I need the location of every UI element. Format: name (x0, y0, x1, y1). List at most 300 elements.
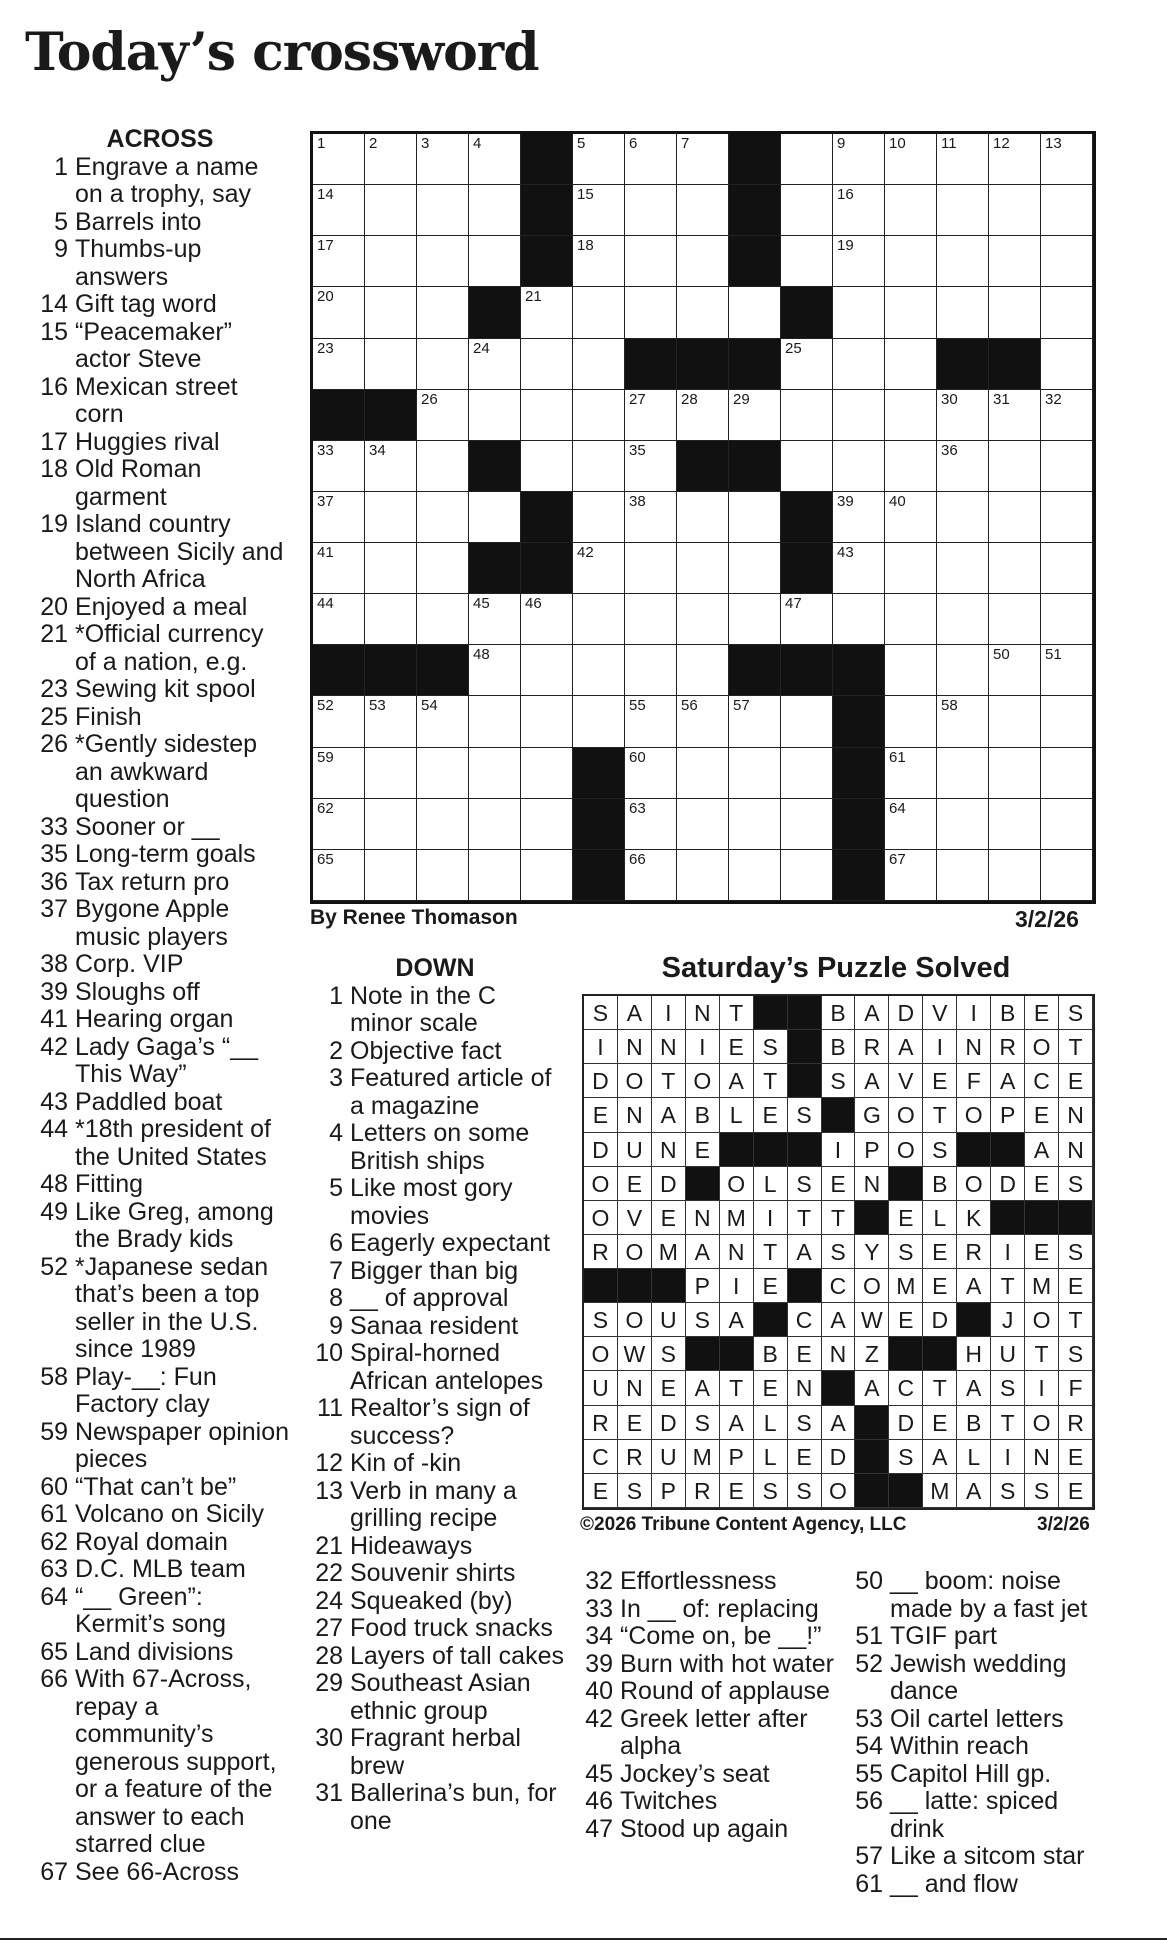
grid-cell[interactable] (573, 339, 625, 390)
clue-number: 66 (40, 1665, 68, 1693)
grid-cell[interactable] (989, 441, 1041, 492)
black-square (521, 492, 573, 543)
grid-cell[interactable] (365, 185, 417, 236)
grid-cell[interactable] (365, 134, 417, 185)
cell-number: 43 (837, 544, 854, 562)
grid-cell[interactable] (677, 492, 729, 543)
grid-cell[interactable] (833, 134, 885, 185)
solution-letter: N (652, 1133, 686, 1167)
clue-item (30, 896, 290, 951)
grid-cell[interactable] (573, 287, 625, 338)
grid-cell[interactable] (313, 185, 365, 236)
clue-number: 36 (40, 867, 68, 896)
grid-cell[interactable] (989, 185, 1041, 236)
grid-cell[interactable] (625, 441, 677, 492)
grid-cell[interactable] (417, 134, 469, 185)
grid-cell[interactable] (521, 696, 573, 747)
grid-cell[interactable] (417, 236, 469, 287)
grid-cell[interactable] (521, 748, 573, 799)
solution-letter: R (618, 1440, 652, 1474)
grid-cell[interactable] (573, 441, 625, 492)
clue-number: 64 (40, 1582, 68, 1611)
grid-cell[interactable] (885, 390, 937, 441)
solution-letter: M (652, 1235, 686, 1269)
grid-cell[interactable] (989, 696, 1041, 747)
solution-black-square (788, 1064, 822, 1098)
grid-cell[interactable] (469, 339, 521, 390)
grid-cell[interactable] (1041, 696, 1093, 747)
clue-text: Squeaked (by) (350, 1586, 513, 1615)
grid-cell[interactable] (625, 185, 677, 236)
grid-cell[interactable] (313, 799, 365, 850)
solution-letter: R (584, 1406, 618, 1440)
clue-number: 21 (40, 620, 68, 648)
grid-cell[interactable] (469, 696, 521, 747)
clue-item (30, 704, 290, 732)
grid-cell[interactable] (989, 390, 1041, 441)
grid-cell[interactable] (573, 185, 625, 236)
solution-letter: E (1025, 996, 1059, 1030)
grid-cell[interactable] (885, 287, 937, 338)
grid-cell[interactable] (885, 339, 937, 390)
solution-letter: N (618, 1030, 652, 1064)
grid-cell[interactable] (313, 543, 365, 594)
grid-cell[interactable] (625, 287, 677, 338)
grid-cell[interactable] (989, 543, 1041, 594)
grid-cell[interactable] (625, 236, 677, 287)
grid-cell[interactable] (729, 492, 781, 543)
grid-cell[interactable] (833, 543, 885, 594)
grid-cell[interactable] (521, 645, 573, 696)
grid-cell[interactable] (885, 594, 937, 645)
grid-cell[interactable] (365, 696, 417, 747)
grid-cell[interactable] (937, 390, 989, 441)
solution-letter: E (1059, 1440, 1093, 1474)
grid-cell[interactable] (781, 748, 833, 799)
clue-item (305, 1588, 565, 1616)
grid-cell[interactable] (1041, 185, 1093, 236)
grid-cell[interactable] (313, 850, 365, 901)
grid-cell[interactable] (1041, 645, 1093, 696)
grid-cell[interactable] (729, 748, 781, 799)
grid-cell[interactable] (729, 799, 781, 850)
grid-cell[interactable] (1041, 543, 1093, 594)
grid-cell[interactable] (469, 645, 521, 696)
solution-letter: B (923, 1167, 957, 1201)
grid-cell[interactable] (937, 287, 989, 338)
clue-number: 38 (40, 950, 68, 978)
grid-cell[interactable] (833, 236, 885, 287)
grid-cell[interactable] (573, 594, 625, 645)
grid-cell[interactable] (365, 236, 417, 287)
grid-cell[interactable] (313, 748, 365, 799)
grid-cell[interactable] (885, 236, 937, 287)
solution-letter: A (686, 1235, 720, 1269)
solution-black-square (686, 1337, 720, 1371)
solution-letter: C (822, 1269, 856, 1303)
grid-cell[interactable] (781, 441, 833, 492)
grid-cell[interactable] (885, 645, 937, 696)
grid-cell[interactable] (625, 543, 677, 594)
grid-cell[interactable] (1041, 850, 1093, 901)
cell-number: 27 (629, 390, 646, 408)
grid-cell[interactable] (937, 748, 989, 799)
solution-black-square (822, 1371, 856, 1405)
clue-item (30, 621, 290, 676)
solution-letter: O (957, 1098, 991, 1132)
grid-cell[interactable] (729, 287, 781, 338)
clue-text: Jewish wedding dance (890, 1649, 1067, 1705)
clue-item (305, 1120, 565, 1175)
grid-cell[interactable] (469, 594, 521, 645)
solution-letter: M (1025, 1269, 1059, 1303)
grid-cell[interactable] (365, 543, 417, 594)
grid-cell[interactable] (469, 185, 521, 236)
grid-cell[interactable] (313, 134, 365, 185)
grid-cell[interactable] (365, 492, 417, 543)
grid-cell[interactable] (625, 134, 677, 185)
clue-item (575, 1761, 840, 1789)
grid-cell[interactable] (989, 492, 1041, 543)
solution-letter: E (686, 1133, 720, 1167)
solution-letter: E (720, 1474, 754, 1508)
solution-letter: R (855, 1030, 889, 1064)
solution-letter: R (1059, 1406, 1093, 1440)
grid-cell[interactable] (573, 696, 625, 747)
clue-item (305, 1725, 565, 1780)
grid-cell[interactable] (937, 696, 989, 747)
grid-cell[interactable] (937, 185, 989, 236)
solution-letter: O (889, 1133, 923, 1167)
copyright: ©2026 Tribune Content Agency, LLC (580, 1514, 907, 1535)
cell-number: 52 (317, 697, 334, 715)
grid-cell[interactable] (833, 594, 885, 645)
grid-cell[interactable] (365, 850, 417, 901)
solution-letter: U (584, 1371, 618, 1405)
grid-cell[interactable] (677, 696, 729, 747)
grid-cell[interactable] (469, 850, 521, 901)
grid-cell[interactable] (885, 441, 937, 492)
grid-cell[interactable] (937, 799, 989, 850)
grid-cell[interactable] (625, 748, 677, 799)
grid-cell[interactable] (313, 594, 365, 645)
clue-item (575, 1623, 840, 1651)
black-square (573, 799, 625, 850)
grid-cell[interactable] (937, 594, 989, 645)
clue-text: Play-__: Fun Factory clay (75, 1362, 217, 1418)
grid-cell[interactable] (469, 799, 521, 850)
solution-letter: E (1025, 1167, 1059, 1201)
black-square (833, 799, 885, 850)
grid-cell[interactable] (989, 799, 1041, 850)
grid-cell[interactable] (417, 696, 469, 747)
black-square (365, 645, 417, 696)
grid-cell[interactable] (729, 594, 781, 645)
grid-cell[interactable] (677, 236, 729, 287)
solution-letter: I (686, 1030, 720, 1064)
grid-cell[interactable] (313, 441, 365, 492)
grid-cell[interactable] (781, 185, 833, 236)
solution-letter: N (855, 1167, 889, 1201)
cell-number: 60 (629, 748, 646, 766)
clue-number: 41 (40, 1005, 68, 1033)
grid-cell[interactable] (989, 594, 1041, 645)
clue-text: Volcano on Sicily (75, 1500, 265, 1528)
clue-number: 20 (40, 592, 68, 621)
grid-cell[interactable] (625, 492, 677, 543)
clue-text: Long-term goals (75, 840, 256, 868)
clue-number: 63 (40, 1555, 68, 1583)
grid-cell[interactable] (677, 645, 729, 696)
grid-cell[interactable] (469, 236, 521, 287)
grid-cell[interactable] (625, 594, 677, 645)
grid-cell[interactable] (937, 492, 989, 543)
page-title: Today’s crossword (25, 22, 539, 83)
grid-cell[interactable] (573, 390, 625, 441)
grid-cell[interactable] (417, 287, 469, 338)
grid-cell[interactable] (417, 185, 469, 236)
grid-cell[interactable] (625, 799, 677, 850)
grid-cell[interactable] (885, 748, 937, 799)
grid-cell[interactable] (1041, 134, 1093, 185)
solution-letter: O (584, 1167, 618, 1201)
clue-number: 4 (329, 1119, 343, 1147)
grid-cell[interactable] (885, 492, 937, 543)
solution-letter: T (991, 1269, 1025, 1303)
grid-cell[interactable] (677, 390, 729, 441)
grid-cell[interactable] (469, 390, 521, 441)
solution-letter: O (855, 1269, 889, 1303)
grid-cell[interactable] (989, 287, 1041, 338)
grid-cell[interactable] (885, 134, 937, 185)
grid-cell[interactable] (417, 390, 469, 441)
grid-cell[interactable] (313, 339, 365, 390)
grid-cell[interactable] (833, 492, 885, 543)
solution-letter: B (822, 1030, 856, 1064)
grid-cell[interactable] (313, 696, 365, 747)
grid-cell[interactable] (625, 696, 677, 747)
grid-cell[interactable] (573, 134, 625, 185)
solution-letter: O (618, 1303, 652, 1337)
grid-cell[interactable] (677, 287, 729, 338)
clue-text: Food truck snacks (350, 1614, 553, 1642)
clue-text: Royal domain (75, 1527, 228, 1556)
grid-cell[interactable] (521, 850, 573, 901)
black-square (833, 645, 885, 696)
grid-cell[interactable] (521, 339, 573, 390)
grid-cell[interactable] (833, 441, 885, 492)
grid-cell[interactable] (677, 543, 729, 594)
grid-cell[interactable] (677, 185, 729, 236)
clue-number: 56 (855, 1787, 883, 1815)
grid-cell[interactable] (729, 696, 781, 747)
grid-cell[interactable] (677, 748, 729, 799)
grid-cell[interactable] (937, 850, 989, 901)
solution-letter: T (652, 1064, 686, 1098)
black-square (313, 645, 365, 696)
grid-cell[interactable] (1041, 390, 1093, 441)
cell-number: 6 (629, 135, 638, 152)
grid-cell[interactable] (885, 799, 937, 850)
solution-letter: O (1025, 1303, 1059, 1337)
grid-cell[interactable] (521, 441, 573, 492)
grid-cell[interactable] (1041, 492, 1093, 543)
grid-cell[interactable] (573, 543, 625, 594)
grid-cell[interactable] (833, 185, 885, 236)
grid-cell[interactable] (625, 645, 677, 696)
grid-cell[interactable] (573, 492, 625, 543)
grid-cell[interactable] (1041, 748, 1093, 799)
clue-text: __ latte: spiced drink (890, 1787, 1059, 1843)
clue-text: Tax return pro (75, 867, 230, 896)
solution-black-square (1025, 1201, 1059, 1235)
grid-cell[interactable] (885, 185, 937, 236)
grid-cell[interactable] (729, 543, 781, 594)
grid-cell[interactable] (729, 390, 781, 441)
cell-number: 18 (577, 237, 594, 255)
solution-letter: S (754, 1030, 788, 1064)
grid-cell[interactable] (625, 850, 677, 901)
grid-cell[interactable] (365, 594, 417, 645)
clue-text: Like most gory movies (350, 1174, 513, 1230)
grid-cell[interactable] (677, 850, 729, 901)
solution-letter: S (652, 1337, 686, 1371)
grid-cell[interactable] (573, 645, 625, 696)
grid-cell[interactable] (469, 492, 521, 543)
clue-item (30, 1529, 290, 1557)
solution-letter: N (822, 1337, 856, 1371)
grid-cell[interactable] (781, 390, 833, 441)
grid-cell[interactable] (989, 645, 1041, 696)
crossword-grid[interactable] (310, 131, 1096, 904)
grid-cell[interactable] (937, 134, 989, 185)
solution-letter: S (1059, 1337, 1093, 1371)
bottom-rule (0, 1938, 1167, 1940)
grid-cell[interactable] (365, 339, 417, 390)
grid-cell[interactable] (1041, 339, 1093, 390)
clue-text: Featured article of a magazine (350, 1064, 552, 1120)
grid-cell[interactable] (885, 850, 937, 901)
grid-cell[interactable] (365, 748, 417, 799)
clue-text: Lady Gaga’s “__ This Way” (75, 1032, 258, 1088)
grid-cell[interactable] (833, 287, 885, 338)
grid-cell[interactable] (365, 441, 417, 492)
grid-cell[interactable] (521, 799, 573, 850)
grid-cell[interactable] (625, 390, 677, 441)
grid-cell[interactable] (313, 287, 365, 338)
clue-item (30, 511, 290, 594)
clue-number: 45 (585, 1759, 613, 1788)
clue-item (30, 1666, 290, 1859)
grid-cell[interactable] (573, 236, 625, 287)
black-square (833, 850, 885, 901)
clue-item (30, 209, 290, 237)
grid-cell[interactable] (417, 339, 469, 390)
grid-cell[interactable] (937, 236, 989, 287)
clue-number: 18 (40, 455, 68, 483)
grid-cell[interactable] (937, 441, 989, 492)
grid-cell[interactable] (781, 594, 833, 645)
clue-text: Oil cartel letters (890, 1704, 1064, 1733)
grid-cell[interactable] (885, 543, 937, 594)
grid-cell[interactable] (417, 492, 469, 543)
solution-letter: L (957, 1440, 991, 1474)
grid-cell[interactable] (937, 543, 989, 594)
grid-cell[interactable] (781, 236, 833, 287)
grid-cell[interactable] (521, 594, 573, 645)
grid-cell[interactable] (1041, 594, 1093, 645)
grid-cell[interactable] (1041, 441, 1093, 492)
grid-cell[interactable] (781, 799, 833, 850)
clue-item (30, 1034, 290, 1089)
grid-cell[interactable] (781, 134, 833, 185)
cell-number: 45 (473, 595, 490, 613)
grid-cell[interactable] (989, 850, 1041, 901)
clue-number: 1 (329, 981, 343, 1010)
solution-letter: S (788, 1098, 822, 1132)
grid-cell[interactable] (313, 492, 365, 543)
clue-text: Effortlessness (620, 1567, 777, 1595)
solution-letter: I (652, 996, 686, 1030)
grid-cell[interactable] (833, 390, 885, 441)
grid-cell[interactable] (677, 134, 729, 185)
grid-cell[interactable] (521, 390, 573, 441)
grid-cell[interactable] (989, 748, 1041, 799)
grid-cell[interactable] (937, 645, 989, 696)
grid-cell[interactable] (521, 287, 573, 338)
grid-cell[interactable] (729, 850, 781, 901)
grid-cell[interactable] (677, 799, 729, 850)
clue-item (30, 1089, 290, 1117)
grid-cell[interactable] (833, 339, 885, 390)
clue-text: With 67-Across, repay a community’s generous support, or a feature of the answer to each starred clue (75, 1665, 277, 1858)
solution-letter: E (652, 1371, 686, 1405)
grid-cell[interactable] (781, 339, 833, 390)
grid-cell[interactable] (1041, 799, 1093, 850)
clue-number: 53 (855, 1704, 883, 1733)
clue-item (575, 1596, 840, 1624)
grid-cell[interactable] (989, 134, 1041, 185)
solution-letter: W (855, 1303, 889, 1337)
grid-cell[interactable] (417, 543, 469, 594)
grid-cell[interactable] (417, 850, 469, 901)
grid-cell[interactable] (365, 287, 417, 338)
grid-cell[interactable] (313, 236, 365, 287)
grid-cell[interactable] (781, 696, 833, 747)
grid-cell[interactable] (417, 799, 469, 850)
grid-cell[interactable] (885, 696, 937, 747)
grid-cell[interactable] (469, 748, 521, 799)
clue-text: Huggies rival (75, 427, 220, 456)
cell-number: 44 (317, 595, 334, 613)
grid-cell[interactable] (781, 850, 833, 901)
solution-letter: W (618, 1337, 652, 1371)
grid-cell[interactable] (1041, 287, 1093, 338)
grid-cell[interactable] (417, 594, 469, 645)
grid-cell[interactable] (365, 799, 417, 850)
grid-cell[interactable] (1041, 236, 1093, 287)
solution-letter: A (788, 1235, 822, 1269)
clue-item (575, 1706, 840, 1761)
grid-cell[interactable] (677, 594, 729, 645)
grid-cell[interactable] (417, 441, 469, 492)
grid-cell[interactable] (989, 236, 1041, 287)
clue-item (845, 1871, 1095, 1899)
solution-letter: T (822, 1201, 856, 1235)
grid-cell[interactable] (469, 134, 521, 185)
solution-black-square (754, 1133, 788, 1167)
grid-cell[interactable] (417, 748, 469, 799)
